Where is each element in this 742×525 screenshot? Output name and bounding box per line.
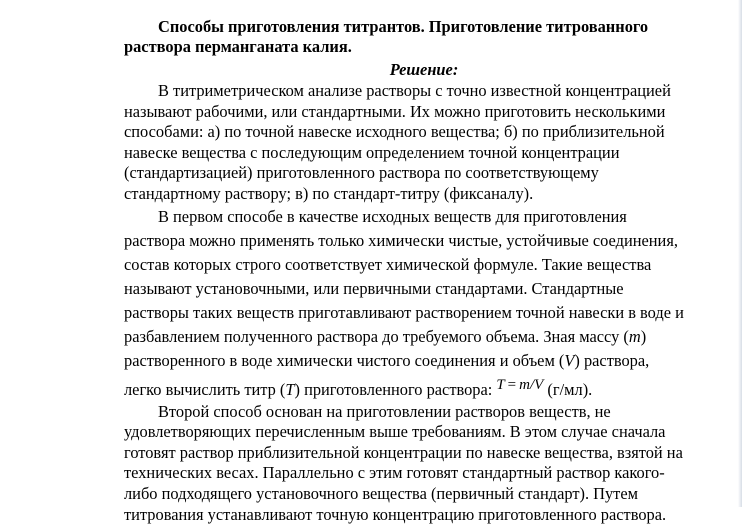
formula-lhs: T [496, 376, 505, 393]
titer-formula [496, 377, 543, 393]
paragraph-text: ) приготовленного раствора: [294, 379, 493, 399]
units-text: (г/мл). [547, 379, 593, 399]
variable-m: m [628, 326, 641, 346]
variable-t: T [285, 379, 295, 399]
formula-rhs: m/V [519, 376, 544, 393]
paragraph-text: ) растворенного в воде химически чистого соединения и объем ( [124, 326, 647, 370]
document-body [124, 81, 684, 525]
paragraph-text: ) раствора, легко вычислить титр ( [124, 350, 650, 399]
formula-equals: = [507, 376, 517, 393]
page-edge-shadow [738, 0, 742, 507]
paragraph-second-method: Второй способ основан на приготовлении растворов веществ, не удовлетворяющих перечисленным выше требованиям. В этом случае сначала готовят раствор приблизительной концентрации по навеске вещества, взятой на технических весах. Параллельно с этим готовят стандартный раствор какого-либо подходящего установочного вещества (первичный стандарт). Путем титрования устанавливают точную концентрацию приготовленного раствора. [124, 401, 683, 524]
paragraph-methods: В титриметрическом анализе растворы с точно известной концентрацией называют рабочими, или стандартными. Их можно приготовить несколькими способами: а) по точной навеске исходного вещества; б) по приблизительной навеске вещества с последующим определением точной концентрации (стандартизацией) приготовленного раствора по соответствующему стандартному раствору; в) по стандарт-титру (фиксаналу). [124, 81, 671, 203]
solution-heading: Решение: [389, 60, 459, 79]
paragraph-first-method [124, 205, 684, 402]
document-title: Способы приготовления титрантов. Приготовление титрованного раствора перманганата калия. [124, 17, 649, 56]
paragraph-text: В первом способе в качестве исходных веществ для приготовления раствора можно применять только химически чистые, устойчивые соединения, состав которых строго соответствует химической формуле. Такие вещества называют установочными, или первичными стандартами. Стандартные растворы таких веществ приготавливают растворением точной навески в воде и разбавлением полученного раствора до требуемого объема. Зная массу ( [124, 206, 684, 346]
variable-v: V [564, 350, 575, 370]
